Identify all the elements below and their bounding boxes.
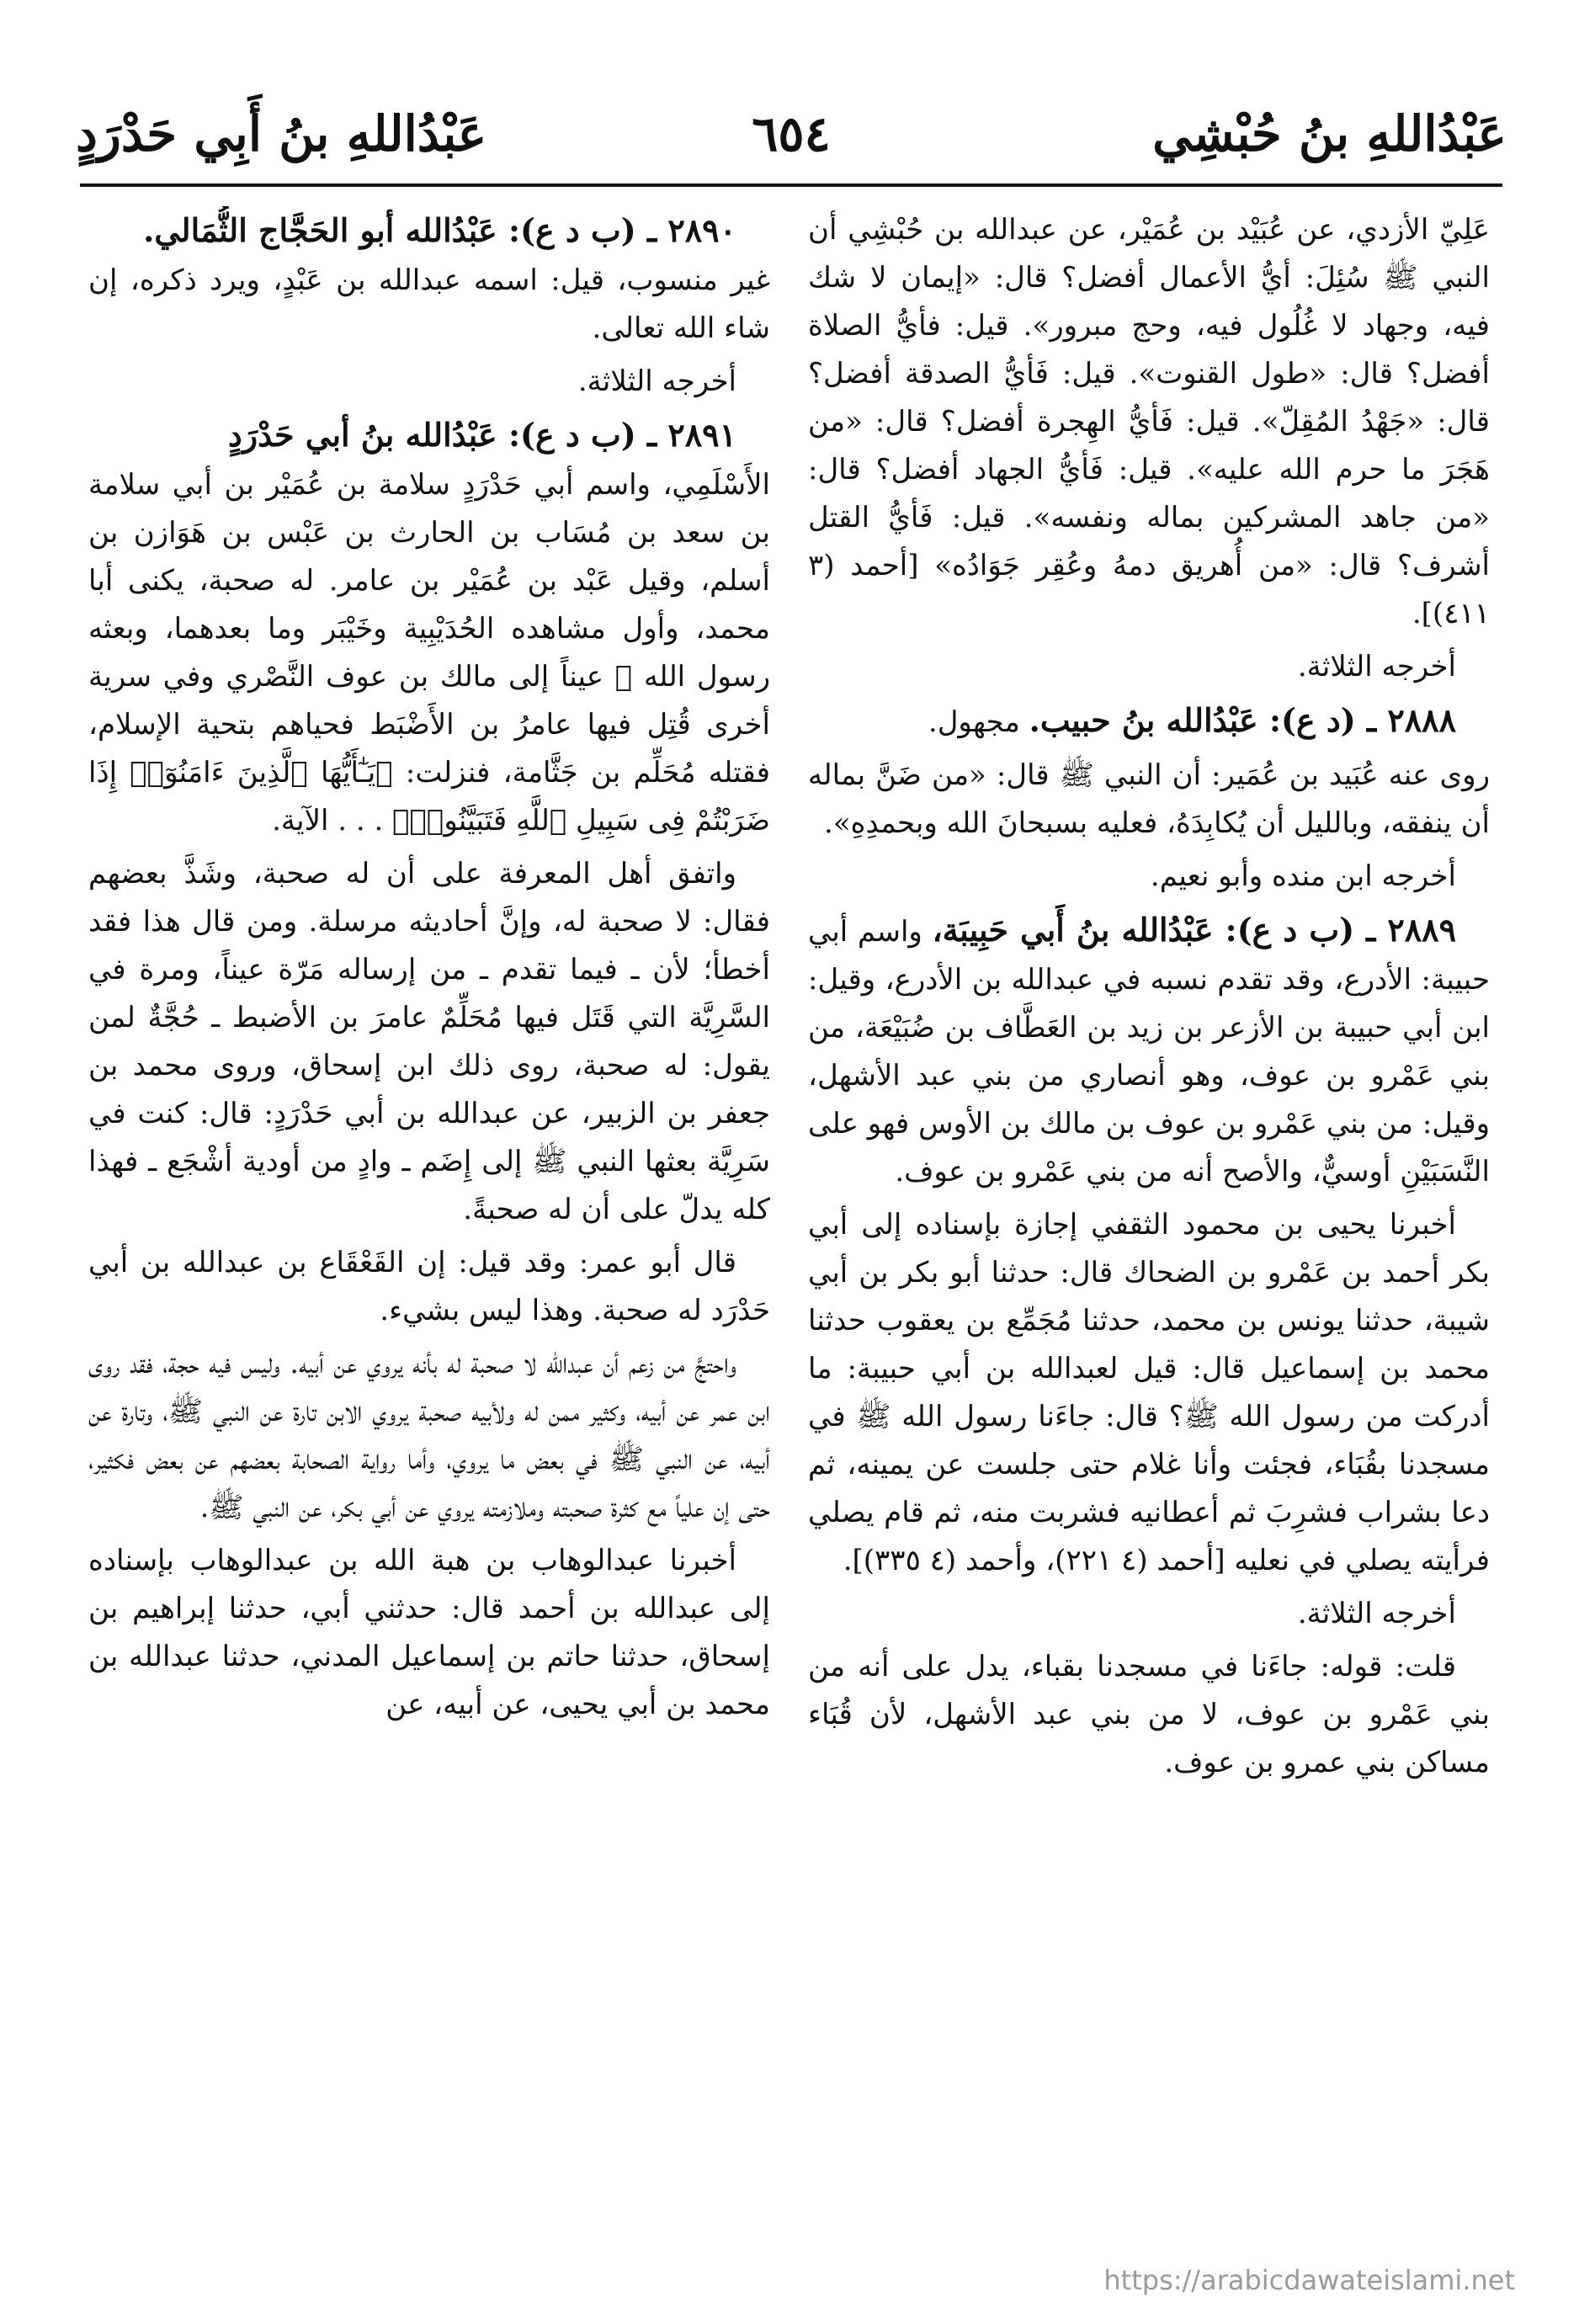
paragraph: أخرجه الثلاثة. [1297,1597,1456,1630]
entry-heading: ٢٨٩٠ ـ (ب د ع): عَبْدُالله أبو الحَجَّاج الثُّمَالي. [143,211,736,249]
page-number: ٦٥٤ [752,105,831,162]
entry-text: الأَسْلَمِي، واسم أبي حَدْرَدٍ سلامة بن عُمَيْر بن أبي سلامة بن سعد بن مُسَاب بن الحارث بن عَبْس بن هَوَازن بن أسلم، وقيل عَبْد بن عُمَيْر بن عامر. له صحبة، يكنى أبا محمد، وأول مشاهده الحُدَيْبِية وخَيْبَر وما بعدهما، وبعثه رسول الله ﷺ عيناً إلى مالك بن عوف النَّصْري وفي سرية أخرى قُتِل فيها عامرُ بن الأَضْبَط فحياهم بتحية الإسلام، فقتله مُحَلِّم بن جَثَّامة، فنزلت: ﴿يَـٰٓأَيُّهَا ٱلَّذِينَ ءَامَنُوٓا۟ إِذَا ضَرَبْتُمْ فِى سَبِيلِ ٱللَّهِ فَتَبَيَّنُوا۟﴾ . . . الآية. [88,468,770,838]
paragraph: قال أبو عمر: وقد قيل: إن القَعْقَاع بن عبدالله بن أبي حَدْرَد له صحبة. وهذا ليس بشيء. [88,1246,770,1327]
running-title-left: عَبْدُاللهِ بنُ أَبِي حَدْرَدٍ [76,105,487,162]
left-column [88,206,770,2260]
entry-heading: ٢٨٨٨ ـ (د ع): عَبْدُالله بنُ حبيب. [1029,701,1456,739]
paragraph: أخرجه ابن منده وأبو نعيم. [1150,859,1456,893]
entry-heading: ٢٨٨٩ ـ (ب د ع): عَبْدُالله بنُ أَبي حَبِيبَة، [932,911,1456,949]
paragraph: واتفق أهل المعرفة على أن له صحبة، وشَذَّ بعضهم فقال: لا صحبة له، وإنَّ أحاديثه مرسلة. ومن قال هذا فقد أخطأ؛ لأن ـ فيما تقدم ـ من إرساله مَرّة عيناً، ومرة في السَّرِيَّة التي قَتَل فيها مُحَلِّمٌ عامرَ بن الأضبط ـ حُجَّةٌ لمن يقول: له صحبة، روى ذلك ابن إسحاق، وروى محمد بن جعفر بن الزبير، عن عبدالله بن أبي حَدْرَدٍ: قال: كنت في سَرِيَّة بعثها النبي ﷺ إلى إِضَم ـ وادٍ من أودية أشْجَع ـ فهذا كله يدلّ على أن له صحبةً. [88,857,770,1226]
paragraph: قلت: قوله: جاءَنا في مسجدنا بقباء، يدل على أنه من بني عَمْرو بن عوف، لا من بني عبد الأشهل، لأن قُبَاء مساكن بني عمرو بن عوف. [808,1650,1490,1779]
paragraph: أخبرنا يحيى بن محمود الثقفي إجازة بإسناده إلى أبي بكر أحمد بن عَمْرو بن الضحاك قال: حدثنا أبو بكر بن أبي شيبة، حدثنا يونس بن محمد، حدثنا مُجَمِّع بن يعقوب حدثنا محمد بن إسماعيل قال: قيل لعبدالله بن أبي حبيبة: ما أدركت من رسول الله ﷺ؟ قال: جاءَنا رسول الله ﷺ في مسجدنا بقُبَاء، فجئت وأنا غلام حتى جلست عن يمينه، ثم دعا بشراب فشرِبَ ثم أعطانيه فشربت منه، ثم قام يصلي فرأيته يصلي في نعليه [أحمد (٤ ٢٢١)، وأحمد (٤ ٣٣٥)]. [808,1208,1490,1577]
entry-text: مجهول. [928,705,1029,739]
entry-2890 [88,206,770,353]
running-title-right: عَبْدُاللهِ بنُ حُبْشِي [1152,105,1507,162]
entry-2891 [88,411,770,845]
page-header [76,97,1507,189]
watermark-url: https://arabicdawateislami.net [1103,2264,1515,2296]
paragraph: أخبرنا عبدالوهاب بن هبة الله بن عبدالوهاب بإسناده إلى عبدالله بن أحمد قال: حدثني أبي، حدثنا إبراهيم بن إسحاق، حدثنا حاتم بن إسماعيل المدني، حدثنا عبدالله بن محمد بن أبي يحيى، عن أبيه، عن [88,1544,770,1721]
entry-text: غير منسوب، قيل: اسمه عبدالله بن عَبْدٍ، ويرد ذكره، إن شاء الله تعالى. [88,263,770,345]
header-rule [80,183,1502,187]
entry-text: واسم أبي حبيبة: الأدرع، وقد تقدم نسبه في عبدالله بن الأدرع، وقيل: ابن أبي حبيبة بن الأزعر بن زيد بن العَطَّاف بن ضُبَيْعَة، من بني عَمْرو بن عوف، وهو أنصاري من بني عبد الأشهل، وقيل: من بني عَمْرو بن عوف بن مالك بن الأوس فهو على النَّسَبَيْنِ أوسيٌّ، والأصح أنه من بني عَمْرو بن عوف. [808,915,1490,1189]
entry-2888 [808,696,1490,747]
paragraph: روى عنه عُبَيد بن عُمَير: أن النبي ﷺ قال: «من ضَنَّ بماله أن ينفقه، وبالليل أن يُكابِدَهُ، فعليه بسبحانَ الله وبحمدِهِ». [808,758,1490,840]
paragraph: واحتجَّ من زعم أن عبدالله لا صحبة له بأنه يروي عن أبيه. وليس فيه حجة، فقد روى ابن عمر عن أبيه، وكثير ممن له ولأبيه صحبة يروي الابن تارة عن النبي ﷺ، وتارة عن أبيه، عن النبي ﷺ في بعض ما يروي، وأما رواية الصحابة بعضهم عن بعض فكثير، حتى إن علياً مع كثرة صحبته وملازمته يروي عن أبي بكر، عن النبي ﷺ. [88,1347,770,1524]
paragraph: أخرجه الثلاثة. [1297,650,1456,683]
paragraph: أخرجه الثلاثة. [577,364,736,398]
paragraph: عَلِيّ الأزدي، عن عُبَيْد بن عُمَيْر، عن عبدالله بن حُبْشِي أن النبي ﷺ سُئِلَ: أيُّ الأعمال أفضل؟ قال: «إيمان لا شك فيه، وجهاد لا غُلُول فيه، وحج مبرور». قيل: فأيُّ الصلاة أفضل؟ قال: «طول القنوت». قيل: فَأيُّ الصدقة أفضل؟ قال: «جَهْدُ المُقِلّ». قيل: فَأيُّ الهِجرة أفضل؟ قال: «من هَجَرَ ما حرم الله عليه». قيل: فَأيُّ الجهاد أفضل؟ قال: «من جاهد المشركين بماله ونفسه». قيل: فَأيُّ القتل أشرف؟ قال: «من أُهريق دمهُ وعُقِر جَوَادُه» [أحمد (٣ ٤١١)]. [808,213,1490,630]
entry-2889 [808,906,1490,1196]
entry-heading: ٢٨٩١ ـ (ب د ع): عَبْدُالله بنُ أبي حَدْرَدٍ [227,416,736,454]
right-column [808,206,1490,2260]
